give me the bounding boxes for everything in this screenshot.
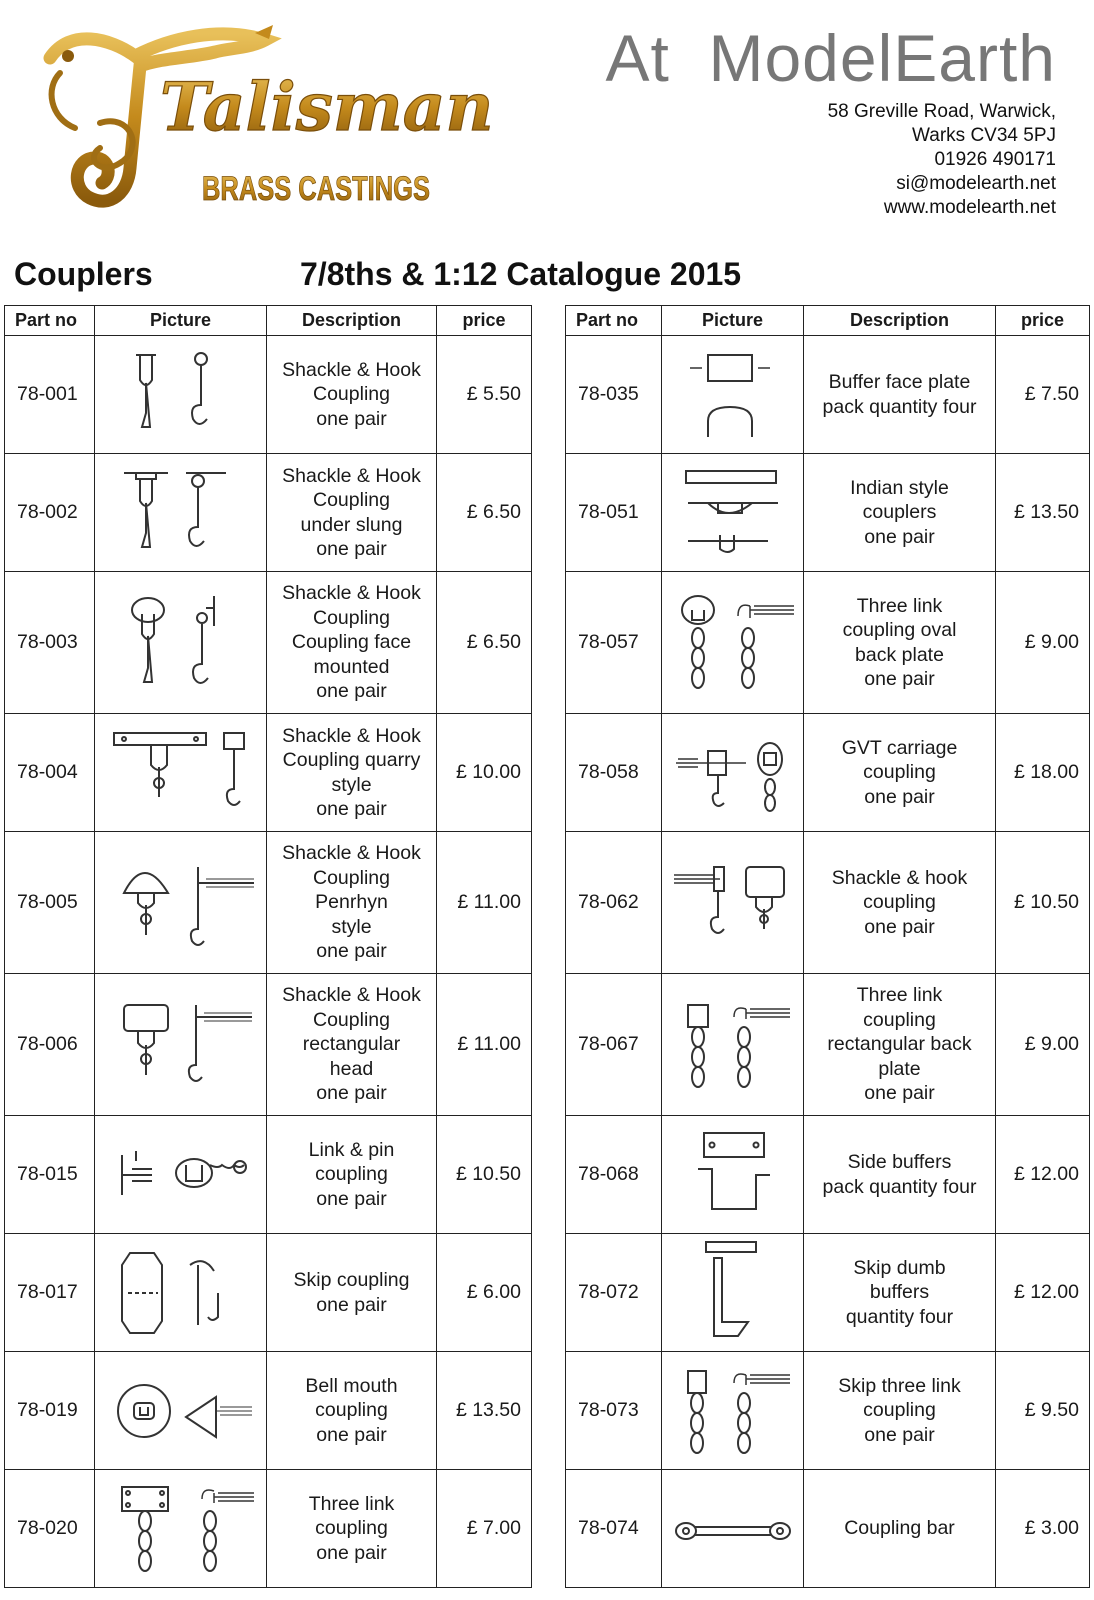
column-header: Part no bbox=[566, 306, 662, 336]
table-row bbox=[5, 454, 532, 572]
skip-dumb-buffer-icon bbox=[668, 1238, 798, 1348]
table-row bbox=[566, 1352, 1090, 1470]
website-url: www.modelearth.net bbox=[883, 197, 1056, 218]
company-block bbox=[605, 22, 1056, 220]
logo-wordmark: Talisman bbox=[160, 68, 494, 146]
product-picture bbox=[662, 832, 804, 974]
item-description: Shackle & Hook Coupling quarry style one pair bbox=[267, 714, 437, 832]
item-price: £ 10.50 bbox=[437, 1116, 532, 1234]
gvt-carriage-coupling-icon bbox=[668, 723, 798, 823]
table-row bbox=[5, 974, 532, 1116]
column-header: Picture bbox=[662, 306, 804, 336]
product-picture bbox=[662, 336, 804, 454]
product-picture bbox=[95, 974, 267, 1116]
product-picture bbox=[662, 974, 804, 1116]
table-row bbox=[5, 1116, 532, 1234]
address-line: Warks CV34 5PJ bbox=[912, 125, 1056, 146]
part-number: 78-073 bbox=[566, 1352, 662, 1470]
part-number: 78-006 bbox=[5, 974, 95, 1116]
part-number: 78-015 bbox=[5, 1116, 95, 1234]
part-number: 78-051 bbox=[566, 454, 662, 572]
part-number: 78-003 bbox=[5, 572, 95, 714]
email-address: si@modelearth.net bbox=[896, 173, 1056, 194]
phone-number: 01926 490171 bbox=[934, 149, 1056, 170]
item-description: Shackle & Hook Coupling Coupling face mounted one pair bbox=[267, 572, 437, 714]
column-header: Part no bbox=[5, 306, 95, 336]
company-name: At ModelEarth bbox=[605, 21, 1056, 95]
table-row bbox=[566, 714, 1090, 832]
item-price: £ 6.50 bbox=[437, 454, 532, 572]
product-table-right bbox=[565, 305, 1090, 1588]
product-picture bbox=[95, 336, 267, 454]
column-header: Description bbox=[804, 306, 996, 336]
table-row bbox=[566, 572, 1090, 714]
table-header-row bbox=[5, 306, 532, 336]
product-picture bbox=[662, 1470, 804, 1588]
item-description: Buffer face plate pack quantity four bbox=[804, 336, 996, 454]
product-picture bbox=[95, 1116, 267, 1234]
table-row bbox=[566, 1116, 1090, 1234]
underslung-shackle-hook-icon bbox=[106, 463, 256, 563]
item-description: Shackle & Hook Coupling one pair bbox=[267, 336, 437, 454]
item-price: £ 10.50 bbox=[996, 832, 1090, 974]
item-price: £ 9.00 bbox=[996, 572, 1090, 714]
table-row bbox=[566, 1234, 1090, 1352]
product-picture bbox=[95, 1234, 267, 1352]
penrhyn-style-coupling-icon bbox=[106, 853, 256, 953]
item-price: £ 7.00 bbox=[437, 1470, 532, 1588]
item-price: £ 18.00 bbox=[996, 714, 1090, 832]
item-description: Link & pin coupling one pair bbox=[267, 1116, 437, 1234]
item-price: £ 5.50 bbox=[437, 336, 532, 454]
item-price: £ 11.00 bbox=[437, 974, 532, 1116]
logo-tagline: BRASS CASTINGS bbox=[202, 170, 430, 208]
item-price: £ 11.00 bbox=[437, 832, 532, 974]
product-picture bbox=[662, 454, 804, 572]
item-price: £ 9.00 bbox=[996, 974, 1090, 1116]
item-description: Three link coupling rectangular back plate one pair bbox=[804, 974, 996, 1116]
item-description: Shackle & Hook Coupling rectangular head one pair bbox=[267, 974, 437, 1116]
product-picture bbox=[95, 1352, 267, 1470]
part-number: 78-002 bbox=[5, 454, 95, 572]
three-link-rectangular-plate-icon bbox=[668, 995, 798, 1095]
column-header: Picture bbox=[95, 306, 267, 336]
item-description: Shackle & Hook Coupling Penrhyn style one pair bbox=[267, 832, 437, 974]
table-row bbox=[5, 336, 532, 454]
quarry-style-coupling-icon bbox=[106, 723, 256, 823]
item-description: Indian style couplers one pair bbox=[804, 454, 996, 572]
item-price: £ 7.50 bbox=[996, 336, 1090, 454]
product-picture bbox=[662, 1352, 804, 1470]
three-link-oval-plate-icon bbox=[668, 588, 798, 698]
item-price: £ 3.00 bbox=[996, 1470, 1090, 1588]
item-description: Three link coupling oval back plate one pair bbox=[804, 572, 996, 714]
part-number: 78-067 bbox=[566, 974, 662, 1116]
product-picture bbox=[662, 1234, 804, 1352]
item-price: £ 13.50 bbox=[996, 454, 1090, 572]
column-header: price bbox=[437, 306, 532, 336]
item-description: Skip coupling one pair bbox=[267, 1234, 437, 1352]
part-number: 78-074 bbox=[566, 1470, 662, 1588]
item-description: Skip dumb buffers quantity four bbox=[804, 1234, 996, 1352]
link-pin-coupling-icon bbox=[106, 1125, 256, 1225]
item-description: Side buffers pack quantity four bbox=[804, 1116, 996, 1234]
table-row bbox=[5, 714, 532, 832]
item-description: Coupling bar bbox=[804, 1470, 996, 1588]
part-number: 78-057 bbox=[566, 572, 662, 714]
talisman-logo bbox=[40, 18, 494, 218]
table-row bbox=[5, 572, 532, 714]
item-price: £ 6.00 bbox=[437, 1234, 532, 1352]
product-picture bbox=[662, 1116, 804, 1234]
indian-style-coupler-icon bbox=[668, 463, 798, 563]
item-description: Three link coupling one pair bbox=[267, 1470, 437, 1588]
section-title: Couplers bbox=[14, 256, 153, 292]
table-row bbox=[566, 336, 1090, 454]
part-number: 78-005 bbox=[5, 832, 95, 974]
column-header: Description bbox=[267, 306, 437, 336]
item-description: Shackle & hook coupling one pair bbox=[804, 832, 996, 974]
table-row bbox=[5, 1470, 532, 1588]
table-row bbox=[5, 1234, 532, 1352]
part-number: 78-035 bbox=[566, 336, 662, 454]
product-picture bbox=[95, 454, 267, 572]
buffer-face-plate-icon bbox=[668, 345, 798, 445]
skip-three-link-coupling-icon bbox=[668, 1361, 798, 1461]
part-number: 78-058 bbox=[566, 714, 662, 832]
table-row bbox=[566, 832, 1090, 974]
item-description: Shackle & Hook Coupling under slung one pair bbox=[267, 454, 437, 572]
column-header: price bbox=[996, 306, 1090, 336]
catalogue-title: 7/8ths & 1:12 Catalogue 2015 bbox=[300, 256, 742, 292]
product-picture bbox=[662, 714, 804, 832]
face-mounted-shackle-hook-icon bbox=[106, 588, 256, 698]
bell-mouth-coupling-icon bbox=[106, 1361, 256, 1461]
rectangular-head-coupling-icon bbox=[106, 995, 256, 1095]
address-line: 58 Greville Road, Warwick, bbox=[827, 101, 1056, 122]
item-description: Skip three link coupling one pair bbox=[804, 1352, 996, 1470]
product-picture bbox=[662, 572, 804, 714]
product-picture bbox=[95, 572, 267, 714]
part-number: 78-019 bbox=[5, 1352, 95, 1470]
three-link-coupling-icon bbox=[106, 1479, 256, 1579]
product-picture bbox=[95, 714, 267, 832]
product-picture bbox=[95, 832, 267, 974]
part-number: 78-072 bbox=[566, 1234, 662, 1352]
item-price: £ 13.50 bbox=[437, 1352, 532, 1470]
item-price: £ 6.50 bbox=[437, 572, 532, 714]
coupling-bar-icon bbox=[668, 1479, 798, 1579]
product-picture bbox=[95, 1470, 267, 1588]
table-header-row bbox=[566, 306, 1090, 336]
item-price: £ 12.00 bbox=[996, 1234, 1090, 1352]
item-description: GVT carriage coupling one pair bbox=[804, 714, 996, 832]
part-number: 78-062 bbox=[566, 832, 662, 974]
table-row bbox=[566, 454, 1090, 572]
table-row bbox=[5, 1352, 532, 1470]
product-table-left bbox=[4, 305, 532, 1588]
item-description: Bell mouth coupling one pair bbox=[267, 1352, 437, 1470]
item-price: £ 10.00 bbox=[437, 714, 532, 832]
part-number: 78-001 bbox=[5, 336, 95, 454]
shackle-hook-coupling-icon bbox=[668, 853, 798, 953]
side-buffer-icon bbox=[668, 1125, 798, 1225]
table-row bbox=[5, 832, 532, 974]
part-number: 78-017 bbox=[5, 1234, 95, 1352]
address-block bbox=[605, 100, 1056, 220]
part-number: 78-004 bbox=[5, 714, 95, 832]
part-number: 78-020 bbox=[5, 1470, 95, 1588]
table-row bbox=[566, 1470, 1090, 1588]
skip-coupling-icon bbox=[106, 1243, 256, 1343]
table-row bbox=[566, 974, 1090, 1116]
item-price: £ 9.50 bbox=[996, 1352, 1090, 1470]
shackle-hook-coupling-icon bbox=[106, 345, 256, 445]
item-price: £ 12.00 bbox=[996, 1116, 1090, 1234]
part-number: 78-068 bbox=[566, 1116, 662, 1234]
